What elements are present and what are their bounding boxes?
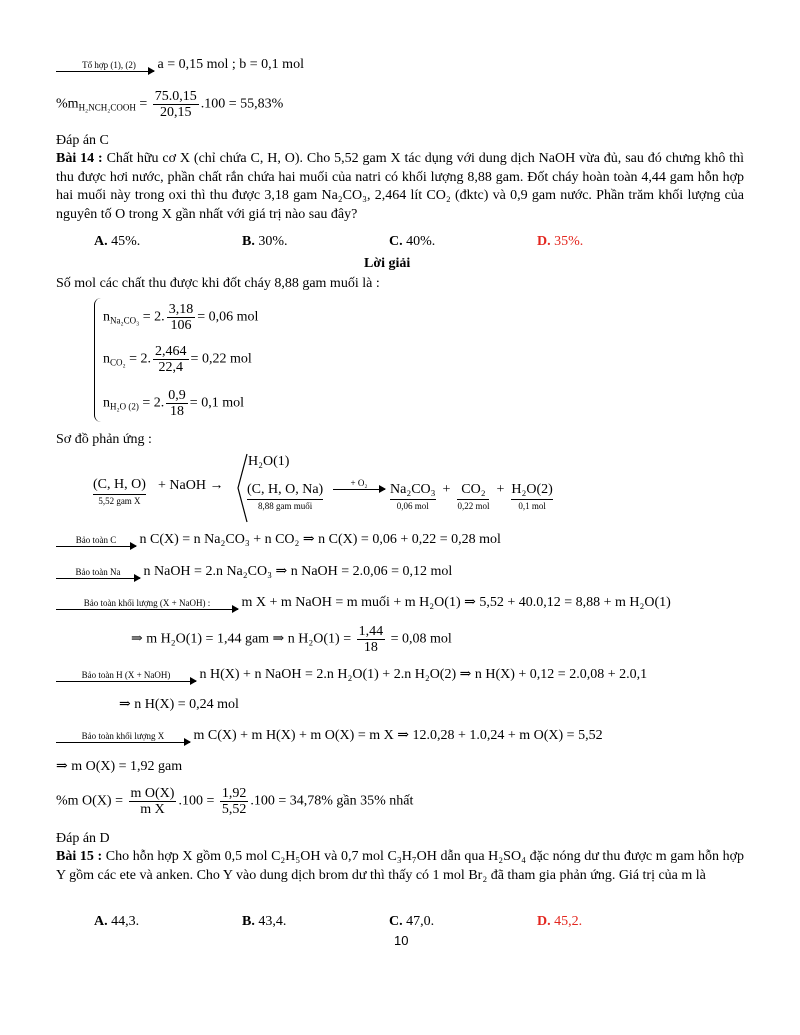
page-number: 10 — [394, 933, 409, 948]
question-14: Bài 14 : Chất hữu cơ X (chỉ chứa C, H, O). Cho 5,52 gam X tác dụng với dung dịch NaOH vừa đủ, sau đó chưng khô thì thu được hơi nước, phần chất rắn chứa hai muối của natri có khối lượng 8,88 gam. Đốt cháy hoàn toàn 4,44 gam hỗn hợp hai muối này trong oxi thì thu được 3,18 gam Na₂CO₃, 2,464 lít CO₂ (đktc) và 0,9 gam nước. Phần trăm khối lượng của nguyên tố O trong X gần nhất với giá trị nào sau đây? — [56, 151, 745, 222]
nh-line: ⇒ n H(X) = 0,24 mol — [119, 697, 239, 712]
scheme-products: Na₂CO₃ 0,06 mol + CO₂ 0,22 mol + H₂O(2) 0,1 mol — [390, 482, 553, 511]
option-d-correct[interactable]: D. 35%. — [537, 234, 584, 249]
h2o1-line: ⇒ m H₂O(1) = 1,44 gam ⇒ n H₂O(1) = $\frac{1,44}{18}$ = 0,08 mol — [131, 624, 452, 655]
scheme-title: Sơ đồ phản ứng : — [56, 432, 152, 447]
combine-line — [56, 56, 304, 73]
option-b[interactable]: B. 30%. — [242, 234, 288, 249]
step-mass-x-naoh: Bảo toàn khối lượng (X + NaOH) : m X + m NaOH = m muối + m H₂O(1) ⇒ 5,52 + 40.0,12 = 8,88 + m H₂O(1) — [56, 594, 671, 611]
scheme-h2o1: H₂O(1) — [248, 454, 290, 469]
step-sodium: Bảo toàn Na n NaOH = 2.n Na₂CO₃ ⇒ n NaOH = 2.0,06 = 0,12 mol — [56, 563, 452, 580]
q15-option-c[interactable]: C. 47,0. — [389, 914, 435, 929]
solution-title: Lời giải — [364, 256, 411, 271]
scheme-salt: (C, H, O, Na) 8,88 gam muối — [247, 482, 324, 511]
combine-arrow: Tổ hợp (1), (2) — [56, 60, 154, 72]
q15-option-b[interactable]: B. 43,4. — [242, 914, 287, 929]
option-a[interactable]: A. 45%. — [94, 234, 141, 249]
moles-intro: Số mol các chất thu được khi đốt cháy 8,88 gam muối là : — [56, 276, 380, 291]
scheme-o2-arrow: + O₂ — [333, 474, 385, 491]
q15-option-a[interactable]: A. 44,3. — [94, 914, 140, 929]
combine-result: a = 0,15 mol ; b = 0,1 mol — [157, 57, 304, 72]
mole-co2: $n_{CO_2} = 2$. $\frac{2,464}{22,4}$ = 0,22 mol — [103, 344, 252, 375]
answer-c: Đáp án C — [56, 133, 109, 148]
percent-glycine-line: $\%m_{H_2NCH_2COOH}$ = $\frac{75.0,15}{20,15}$ .100 = 55,83% — [56, 89, 284, 120]
moles-brace — [94, 298, 101, 422]
step-carbon: Bảo toàn C n C(X) = n Na₂CO₃ + n CO₂ ⇒ n C(X) = 0,06 + 0,22 = 0,28 mol — [56, 531, 501, 548]
mole-h2o-2: $n_{H_2O (2)} = 2$. $\frac{0,9}{18}$ = 0,1 mol — [103, 388, 244, 419]
question-15: Bài 15 : Cho hỗn hợp X gồm 0,5 mol C₂H₅OH và 0,7 mol C₃H₇OH dẫn qua H₂SO₄ đặc nóng dư thu được m gam hỗn hợp Y gồm các ete và anken. Cho Y vào dung dịch brom dư thì thấy có 1 mol Br₂ đã tham gia phản ứng. Giá trị của m là — [56, 849, 745, 883]
scheme-reactant: (C, H, O) 5,52 gam X — [93, 477, 146, 506]
option-c[interactable]: C. 40%. — [389, 234, 436, 249]
percent-fraction: $\frac{75.0,15}{20,15}$ — [154, 89, 197, 120]
q15-option-d-correct[interactable]: D. 45,2. — [537, 914, 583, 929]
scheme-naoh: + NaOH → — [158, 478, 224, 493]
mole-na2co3: $n_{Na_2CO_3} = 2$. $\frac{3,18}{106}$ = 0,06 mol — [103, 302, 259, 333]
final-percent-line: %m O(X) = $\frac{\text{m O(X)}}{\text{m X}}$ .100 = $\frac{1,92}{5,52}$ .100 = 34,78% gần 35% nhất — [56, 786, 414, 817]
mo-line: ⇒ m O(X) = 1,92 gam — [56, 759, 183, 774]
answer-d: Đáp án D — [56, 831, 110, 846]
step-hydrogen: Bảo toàn H (X + NaOH) n H(X) + n NaOH = 2.n H₂O(1) + 2.n H₂O(2) ⇒ n H(X) + 0,12 = 2.0,08 + 2.0,1 — [56, 666, 647, 683]
step-mass-x: Bảo toàn khối lượng X m C(X) + m H(X) + m O(X) = m X ⇒ 12.0,28 + 1.0,24 + m O(X) = 5,52 — [56, 727, 603, 744]
